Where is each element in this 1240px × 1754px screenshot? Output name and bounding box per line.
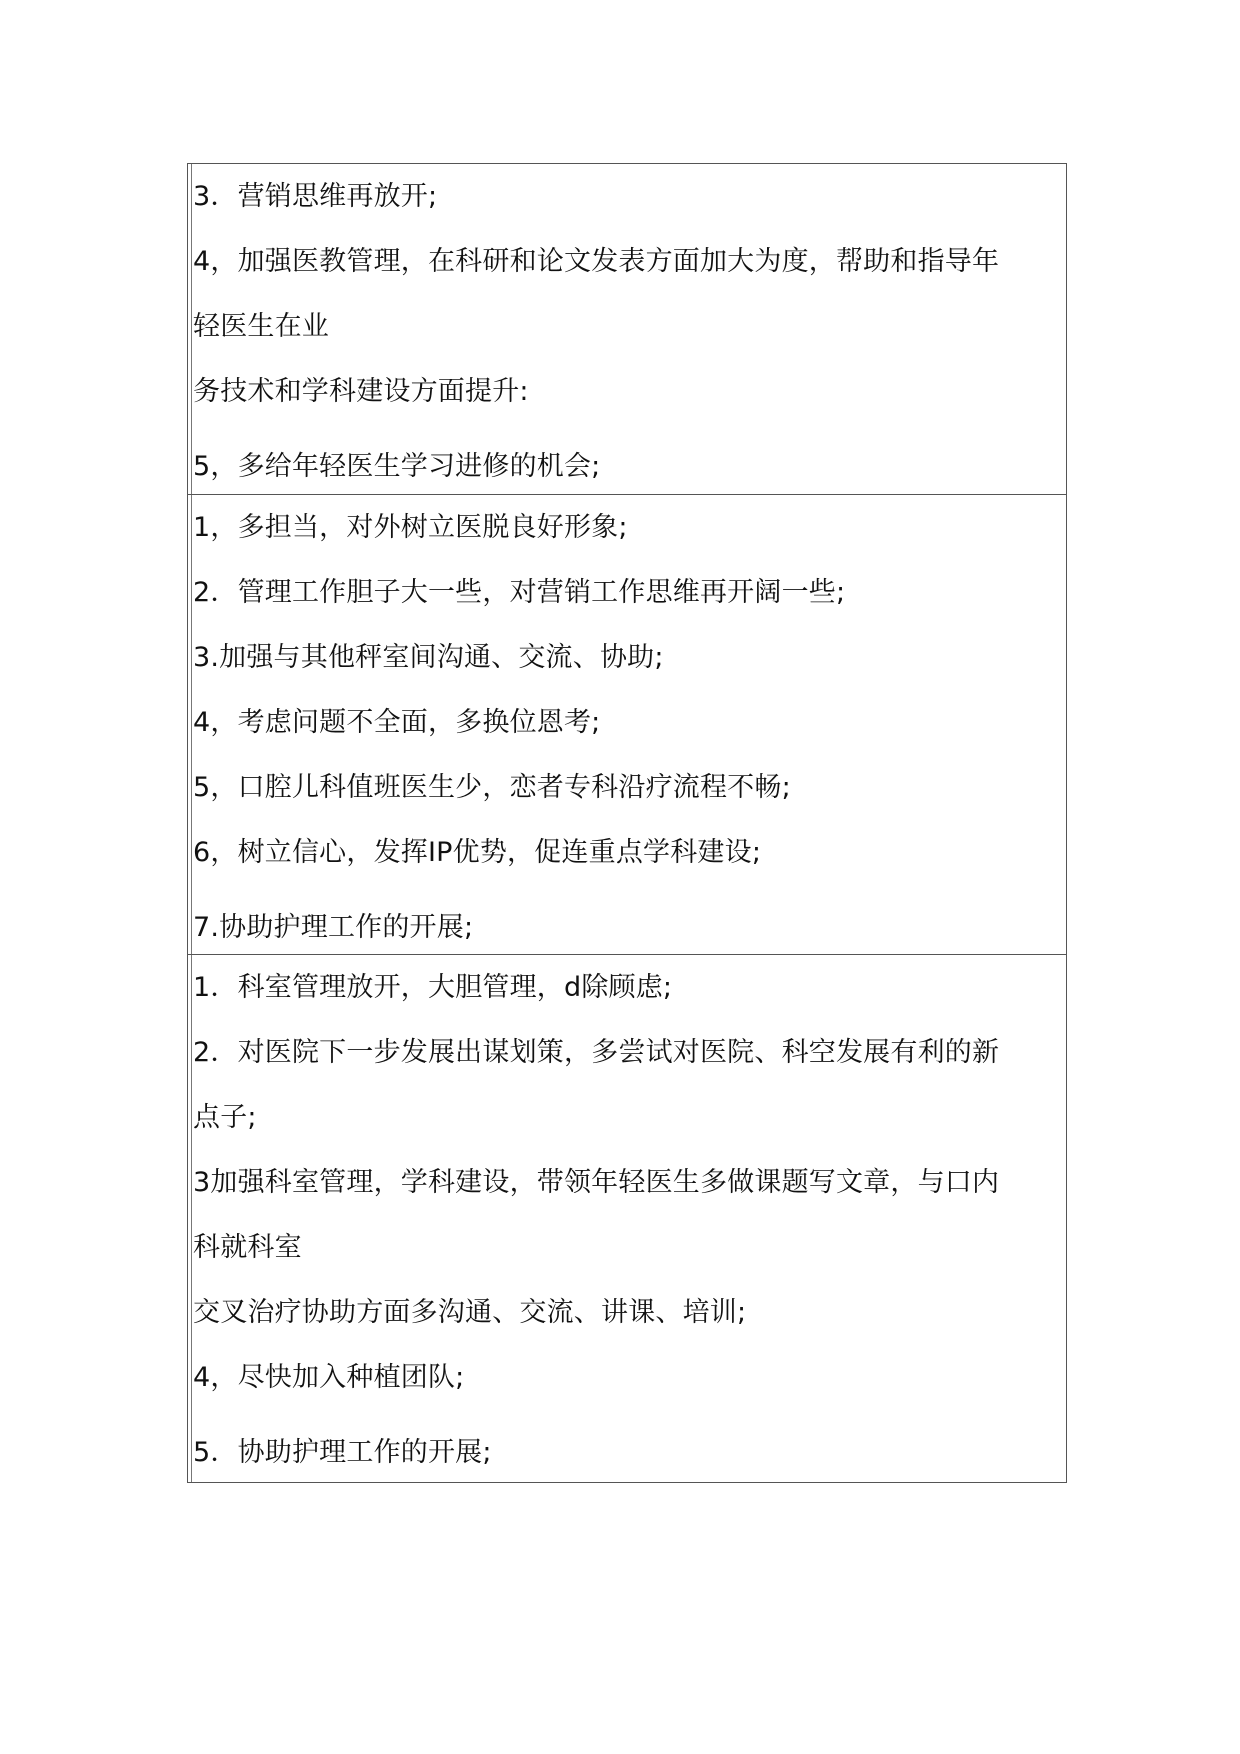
- feedback-table: [187, 163, 1067, 1483]
- list-item: 2．管理工作胆子大一些，对营销工作思维再开阔一些;: [193, 577, 846, 608]
- list-item: 2．对医院下一步发展出谋划策，多尝试对医院、科空发展有利的新: [193, 1037, 1000, 1068]
- list-item: 1．科室管理放开，大胆管理，d除顾虑;: [193, 972, 673, 1003]
- list-item: 6，树立信心，发挥IP优势，促连重点学科建设;: [193, 837, 762, 868]
- list-item: 5，口腔儿科值班医生少，恋者专科沿疗流程不畅;: [193, 772, 791, 803]
- list-item: 点子;: [193, 1102, 257, 1133]
- list-item: 3.加强与其他秤室间沟通、交流、协助;: [193, 642, 664, 673]
- list-item: 5．协助护理工作的开展;: [193, 1437, 492, 1468]
- table-row: [188, 954, 1066, 1482]
- list-item: 3．营销思维再放开;: [193, 181, 438, 212]
- list-item: 务技术和学科建设方面提升:: [193, 376, 529, 407]
- list-item: 4，加强医教管理，在科研和论文发表方面加大为度，帮助和指导年: [193, 246, 1000, 277]
- list-item: 1，多担当，对外树立医脱良好形象;: [193, 512, 628, 543]
- table-row: [188, 494, 1066, 954]
- list-item: 3加强科室管理，学科建设，带领年轻医生多做课题写文章，与口内: [193, 1167, 1000, 1198]
- list-item: 科就科室: [193, 1232, 302, 1263]
- list-item: 7.协助护理工作的开展;: [193, 912, 474, 943]
- list-item: 交叉治疗协助方面多沟通、交流、讲课、培训;: [193, 1297, 747, 1328]
- list-item: 5，多给年轻医生学习进修的机会;: [193, 451, 601, 482]
- list-item: 4，考虑问题不全面，多换位恩考;: [193, 707, 601, 738]
- list-item: 轻医生在业: [193, 311, 329, 342]
- table-row: [188, 164, 1066, 494]
- list-item: 4，尽快加入种植团队;: [193, 1362, 465, 1393]
